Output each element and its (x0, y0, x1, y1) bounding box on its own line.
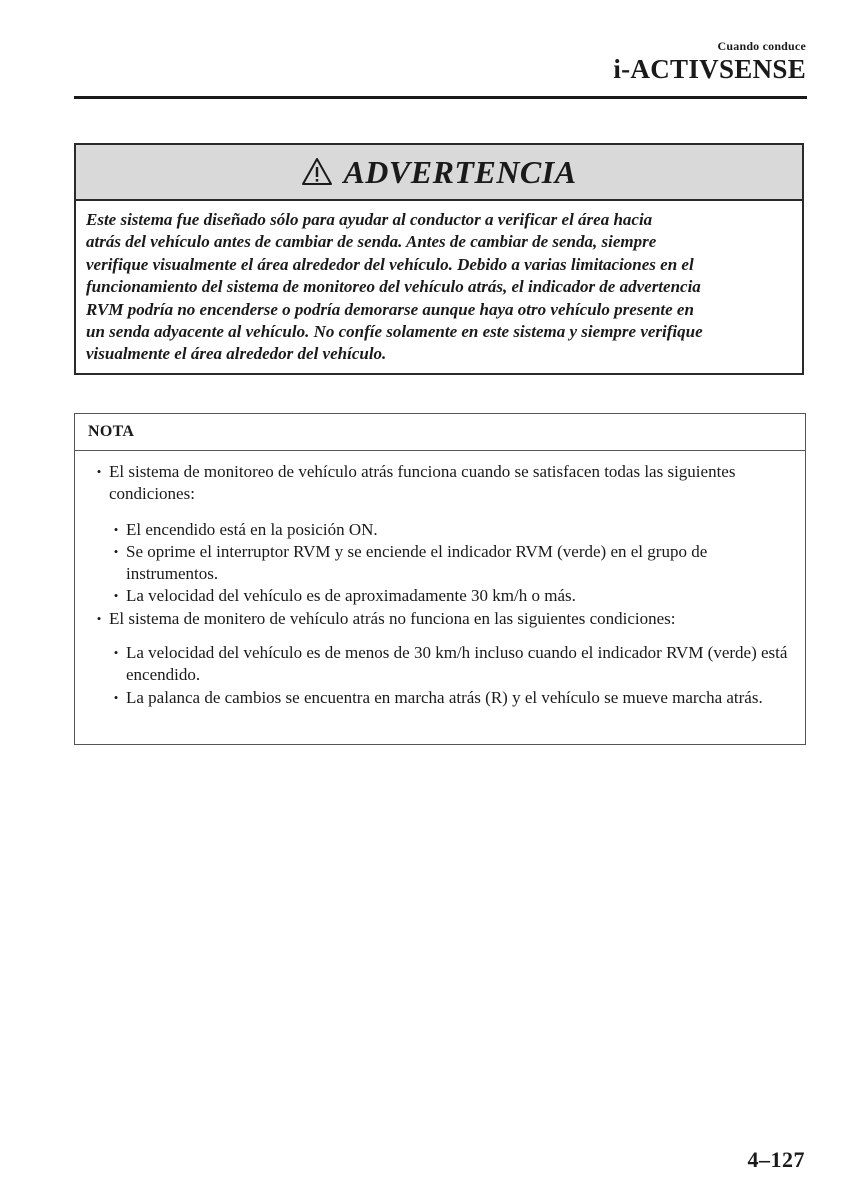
warning-line: visualmente el área alrededor del vehículo. (86, 344, 387, 364)
note-subitem-list (89, 642, 791, 709)
bullet: • (113, 521, 119, 537)
warning-box (74, 143, 804, 375)
note-item-text: El sistema de monitoreo de vehículo atrás funciona cuando se satisfacen todas las siguientes condiciones: (109, 462, 736, 504)
note-body (75, 451, 805, 709)
warning-line: funcionamiento del sistema de monitoreo del vehículo atrás, el indicador de advertencia (86, 277, 701, 297)
note-subitem (106, 585, 791, 607)
section-label: Cuando conduce (717, 39, 806, 53)
bullet: • (113, 689, 119, 705)
page-number: 4–127 (747, 1147, 805, 1172)
bullet: • (113, 543, 119, 559)
note-subitem-text: La velocidad del vehículo es de aproximadamente 30 km/h o más. (126, 586, 576, 606)
note-item-text: El sistema de monitero de vehículo atrás no funciona en las siguientes condiciones: (109, 608, 676, 628)
note-subitem-text: Se oprime el interruptor RVM y se enciende el indicador RVM (verde) en el grupo de instrumentos. (126, 541, 708, 584)
note-subitem (106, 642, 791, 687)
bullet: • (96, 610, 102, 626)
warning-line: atrás del vehículo antes de cambiar de senda. Antes de cambiar de senda, siempre (86, 232, 657, 252)
note-subitem-list (89, 519, 791, 608)
note-subitem (106, 687, 791, 709)
warning-line: RVM podría no encenderse o podría demorarse aunque haya otro vehículo presente en (86, 299, 694, 319)
note-item (89, 461, 791, 506)
warning-text (76, 201, 802, 366)
bullet: • (96, 464, 102, 479)
warning-header (76, 145, 802, 201)
note-box (74, 413, 806, 745)
warning-title: ADVERTENCIA (343, 153, 577, 190)
note-subitem-text: La velocidad del vehículo es de menos de 30 km/h incluso cuando el indicador RVM (verde) está encendido. (126, 643, 788, 685)
note-item (89, 608, 791, 630)
warning-line: verifique visualmente el área alrededor del vehículo. Debido a varias limitaciones en el (86, 254, 694, 274)
note-subitem-text: El encendido está en la posición ON. (126, 519, 378, 539)
warning-triangle-icon (301, 157, 333, 187)
bullet: • (113, 588, 119, 604)
chapter-title: i-ACTIVSENSE (613, 54, 806, 84)
note-subitem (106, 519, 791, 541)
note-subitem (106, 541, 791, 586)
header-rule (74, 96, 807, 99)
warning-line: un senda adyacente al vehículo. No confíe solamente en este sistema y siempre verifique (86, 322, 703, 342)
note-title: NOTA (75, 414, 805, 451)
warning-line: Este sistema fue diseñado sólo para ayudar al conductor a verificar el área hacia (86, 210, 653, 229)
note-subitem-text: La palanca de cambios se encuentra en marcha atrás (R) y el vehículo se mueve marcha atrás. (126, 687, 763, 707)
bullet: • (113, 645, 119, 661)
